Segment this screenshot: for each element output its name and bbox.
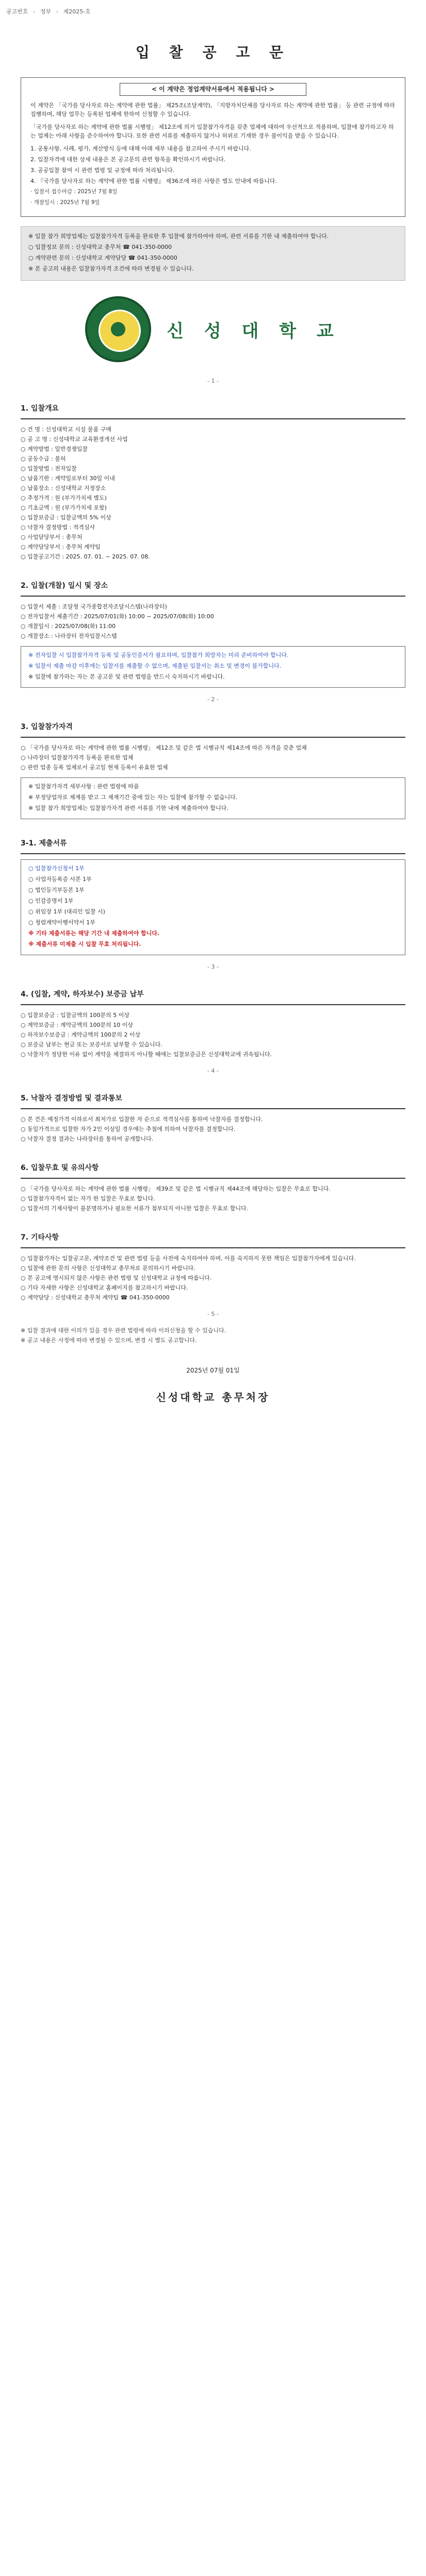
list-item: ○ 법인등기부등본 1부 [28, 887, 85, 893]
caution-box [21, 646, 405, 688]
breadcrumb-separator: › [56, 8, 59, 15]
info-line: ○ 입찰정보 문의 : 신성대학교 총무처 ☎ 041-350-0000 [28, 244, 172, 250]
issuer-name: 신성대학교 총무처장 [156, 1391, 270, 1403]
notice-headline: < 이 계약은 정업계약서류에서 적용됩니다 > [120, 83, 306, 96]
page-title: 입 찰 공 고 문 [135, 44, 291, 61]
list-item: · 개찰일시 : 2025년 7월 9일 [30, 199, 100, 206]
page-number: - 5 - [207, 1311, 219, 1317]
list-item: ○ 입찰참가자격이 없는 자가 한 입찰은 무효로 합니다. [21, 1195, 155, 1202]
breadcrumb-item: 공고번호 [6, 8, 28, 15]
section-body [21, 425, 405, 562]
warning-line: ※ 기타 제출서류는 해당 기간 내 제출하여야 합니다. [28, 930, 160, 937]
list-item: ○ 낙찰자 결정 결과는 나라장터를 통하여 공개합니다. [21, 1136, 154, 1142]
list-item: ○ 개찰장소 : 나라장터 전자입찰시스템 [21, 633, 117, 639]
notice-box [21, 77, 405, 217]
section-body [21, 743, 405, 772]
breadcrumb-item: 정부 [40, 8, 52, 15]
footnote: ※ 입찰 결과에 대한 이의가 있을 경우 관련 법령에 따라 이의신청을 할 수 있습니다. [21, 1327, 226, 1334]
list-item: ○ 납품장소 : 신성대학교 지정장소 [21, 485, 106, 492]
list-item: ○ 공 고 명 : 신성대학교 교육환경개선 사업 [21, 436, 128, 443]
caution-line: ※ 입찰에 참가하는 자는 본 공고문 및 관련 법령을 반드시 숙지하시기 바랍니다. [28, 673, 225, 680]
info-line: ※ 입찰 참가 희망업체는 입찰참가자격 등록을 완료한 후 입찰에 참가하여야 하며, 관련 서류를 기한 내 제출하여야 합니다. [28, 233, 329, 240]
section-title: 6. 입찰무효 및 유의사항 [21, 1164, 99, 1172]
section-body [21, 1184, 405, 1213]
section-title: 7. 기타사항 [21, 1233, 59, 1242]
list-item: ○ 계약보증금 : 계약금액의 100분의 10 이상 [21, 1022, 134, 1028]
section-body [21, 602, 405, 641]
info-line: ○ 계약관련 문의 : 신성대학교 계약담당 ☎ 041-350-0000 [28, 255, 177, 261]
list-item: ○ 「국가를 당사자로 하는 계약에 관한 법률 시행령」 제39조 및 같은 법 시행규칙 제44조에 해당하는 입찰은 무효로 합니다. [21, 1185, 331, 1192]
list-item: ○ 추정가격 : 원 (부가가치세 별도) [21, 495, 107, 501]
notice-list [30, 144, 396, 185]
list-item: ○ 기초금액 : 원 (부가가치세 포함) [21, 504, 107, 511]
list-item: · 입찰서 접수마감 : 2025년 7월 8일 [30, 189, 118, 195]
caution-line: ※ 입찰 참가 희망업체는 입찰참가자격 관련 서류를 기한 내에 제출하여야 합니다. [28, 805, 228, 811]
list-item: ○ 사업자등록증 사본 1부 [28, 876, 92, 883]
list-item: ○ 「국가를 당사자로 하는 계약에 관한 법률 시행령」 제12조 및 같은 법 시행규칙 제14조에 따른 자격을 갖춘 업체 [21, 744, 307, 751]
section-divider [21, 418, 405, 419]
section-body [21, 1010, 405, 1059]
caution-line: ※ 전자입찰 시 입찰참가자격 등록 및 공동인증서가 필요하며, 입찰참가 희망자는 미리 준비하여야 합니다. [28, 652, 289, 658]
document-page [21, 21, 405, 1404]
list-item: ○ 입찰에 관한 문의 사항은 신성대학교 총무처로 문의하시기 바랍니다. [21, 1265, 195, 1272]
list-item: ○ 입찰참가자는 입찰공고문, 계약조건 및 관련 법령 등을 사전에 숙지하여야 하며, 이를 숙지하지 못한 책임은 입찰참가자에게 있습니다. [21, 1255, 356, 1262]
list-item: ○ 인감증명서 1부 [28, 897, 74, 904]
footnotes [21, 1326, 405, 1345]
breadcrumb-item: 제2025-호 [63, 8, 91, 15]
list-item: ○ 입찰보증금 : 입찰금액의 5% 이상 [21, 514, 111, 521]
section-title: 2. 입찰(개찰) 일시 및 장소 [21, 582, 108, 590]
notice-paragraph: 3. 공공입찰 참여 시 관련 법령 및 규정에 따라 처리됩니다. [30, 167, 175, 174]
page-number: - 4 - [207, 1067, 219, 1074]
section-title: 3-1. 제출서류 [21, 839, 67, 848]
list-item: ○ 낙찰자가 정당한 이유 없이 계약을 체결하지 아니할 때에는 입찰보증금은 신성대학교에 귀속됩니다. [21, 1051, 272, 1058]
list-item: ○ 기타 자세한 사항은 신성대학교 홈페이지를 참고하시기 바랍니다. [21, 1284, 188, 1291]
notice-paragraph: 이 계약은 「국가를 당사자로 하는 계약에 관한 법률」 제25조(조달계약), 「지방자치단체를 당사자로 하는 계약에 관한 법률」 등 관련 규정에 따라 집행하며, 해당 업무는 등록된 업체에 한하여 신청할 수 있습니다. [30, 102, 395, 117]
university-header [21, 296, 405, 362]
list-item: ○ 전자입찰서 제출기간 : 2025/07/01(화) 10:00 ~ 2025/07/08(화) 10:00 [21, 613, 214, 620]
list-item: ○ 입찰서 제출 : 조달청 국가종합전자조달시스템(나라장터) [21, 603, 167, 610]
page-number: - 3 - [207, 963, 219, 970]
section-title: 5. 낙찰자 결정방법 및 결과통보 [21, 1094, 122, 1103]
list-item: ○ 본 공고에 명시되지 않은 사항은 관련 법령 및 신성대학교 규정에 따릅니다. [21, 1275, 212, 1281]
page-number: - 2 - [207, 696, 219, 703]
signoff [21, 1366, 405, 1404]
list-item: ○ 건 명 : 신성대학교 시설 물품 구매 [21, 426, 111, 433]
list-item: ○ 입찰공고기간 : 2025. 07. 01. ~ 2025. 07. 08. [21, 553, 150, 560]
list-item: ○ 계약방법 : 일반경쟁입찰 [21, 446, 88, 452]
list-item: ○ 계약담당부서 : 총무처 계약팀 [21, 544, 101, 550]
section-divider [21, 853, 405, 854]
section-divider [21, 596, 405, 597]
section-divider [21, 737, 405, 738]
caution-line: ※ 부정당업자로 제재를 받고 그 제재기간 중에 있는 자는 입찰에 참가할 수 없습니다. [28, 794, 238, 801]
list-item: ○ 동일가격으로 입찰한 자가 2인 이상일 경우에는 추첨에 의하여 낙찰자를 결정합니다. [21, 1126, 236, 1132]
footnote: ※ 공고 내용은 사정에 따라 변경될 수 있으며, 변경 시 별도 공고합니다. [21, 1337, 197, 1344]
list-item: ○ 입찰방법 : 전자입찰 [21, 465, 77, 472]
section-divider [21, 1004, 405, 1005]
section-divider [21, 1108, 405, 1109]
breadcrumb [6, 7, 94, 15]
list-item: ○ 하자보수보증금 : 계약금액의 100분의 2 이상 [21, 1031, 141, 1038]
info-line: ※ 본 공고의 내용은 입찰참가자격 조건에 따라 변경될 수 있습니다. [28, 265, 194, 272]
list-item: ○ 낙찰자 결정방법 : 적격심사 [21, 524, 95, 531]
emblem-core [111, 322, 125, 336]
section-title: 3. 입찰참가자격 [21, 723, 73, 731]
notice-paragraph: 1. 공통사항, 사례, 평가, 계산방식 등에 대해 아래 세부 내용을 참고하여 주시기 바랍니다. [30, 145, 251, 152]
list-item: ○ 위임장 1부 (대리인 입찰 시) [28, 908, 105, 915]
section-title: 1. 입찰개요 [21, 404, 59, 413]
list-item: ○ 관련 업종 등록 업체로서 공고일 현재 등록이 유효한 업체 [21, 764, 168, 771]
list-item: ○ 개찰일시 : 2025/07/08(화) 11:00 [21, 623, 116, 630]
caution-line: ※ 입찰참가자격 세부사항 : 관련 법령에 따름 [28, 783, 139, 790]
section-divider [21, 1247, 405, 1248]
list-item: ○ 나라장터 입찰참가자격 등록을 완료한 업체 [21, 754, 134, 761]
caution-box [21, 777, 405, 819]
caution-line: ※ 입찰서 제출 마감 이후에는 입찰서를 제출할 수 없으며, 제출된 입찰서는 취소 및 변경이 불가합니다. [28, 663, 282, 669]
notice-schedule [30, 188, 396, 207]
university-name: 신 성 대 학 교 [167, 320, 341, 342]
list-item: ○ 입찰참가신청서 1부 [28, 865, 85, 872]
list-item: ○ 계약담당 : 신성대학교 총무처 계약팀 ☎ 041-350-0000 [21, 1294, 170, 1301]
list-item: ○ 입찰보증금 : 입찰금액의 100분의 5 이상 [21, 1012, 130, 1019]
breadcrumb-bar [0, 0, 426, 21]
list-item: ○ 청렴계약이행서약서 1부 [28, 919, 95, 926]
announcement-date: 2025년 07월 01일 [186, 1367, 240, 1374]
university-emblem-icon [85, 296, 151, 362]
list-item: ○ 보증금 납부는 현금 또는 보증서로 납부할 수 있습니다. [21, 1041, 162, 1048]
page-number: - 1 - [207, 378, 219, 384]
notice-paragraph: 「국가를 당사자로 하는 계약에 관한 법률 시행령」 제12조에 의거 입찰참가자격을 갖춘 업체에 대하여 우선적으로 적용하며, 입찰에 참가하고자 하는 업체는 아래 사항을 준수하여야 합니다. 또한 관련 서류를 제출하지 않거나 허위로 기재한 경우 불이익을 받을 수 있습니다. [30, 124, 394, 139]
notice-paragraph: 4. 『국가를 당사자로 하는 계약에 관한 법률 시행령』 제36조에 따른 사항은 별도 안내에 따릅니다. [30, 178, 277, 184]
breadcrumb-separator: › [33, 8, 36, 15]
section-body [21, 1114, 405, 1144]
list-item: ○ 납품기한 : 계약일로부터 30일 이내 [21, 475, 115, 482]
section-body [21, 1253, 405, 1302]
list-item: ○ 사업담당부서 : 총무처 [21, 534, 83, 540]
notice-paragraph: 2. 입찰자격에 대한 상세 내용은 본 공고문의 관련 항목을 확인하시기 바랍니다. [30, 156, 226, 163]
list-item: ○ 본 건은 예정가격 이하로서 최저가로 입찰한 자 순으로 적격심사를 통하여 낙찰자를 결정합니다. [21, 1116, 263, 1123]
section-title: 4. (입찰, 계약, 하자보수) 보증금 납부 [21, 990, 144, 998]
warning-line: ※ 제출서류 미제출 시 입찰 무효 처리됩니다. [28, 941, 141, 947]
info-box [21, 226, 405, 281]
section-divider [21, 1178, 405, 1179]
documents-box [21, 859, 405, 955]
list-item: ○ 공동수급 : 불허 [21, 455, 66, 462]
list-item: ○ 입찰서의 기재사항이 불분명하거나 필요한 서류가 첨부되지 아니한 입찰은 무효로 합니다. [21, 1205, 249, 1212]
